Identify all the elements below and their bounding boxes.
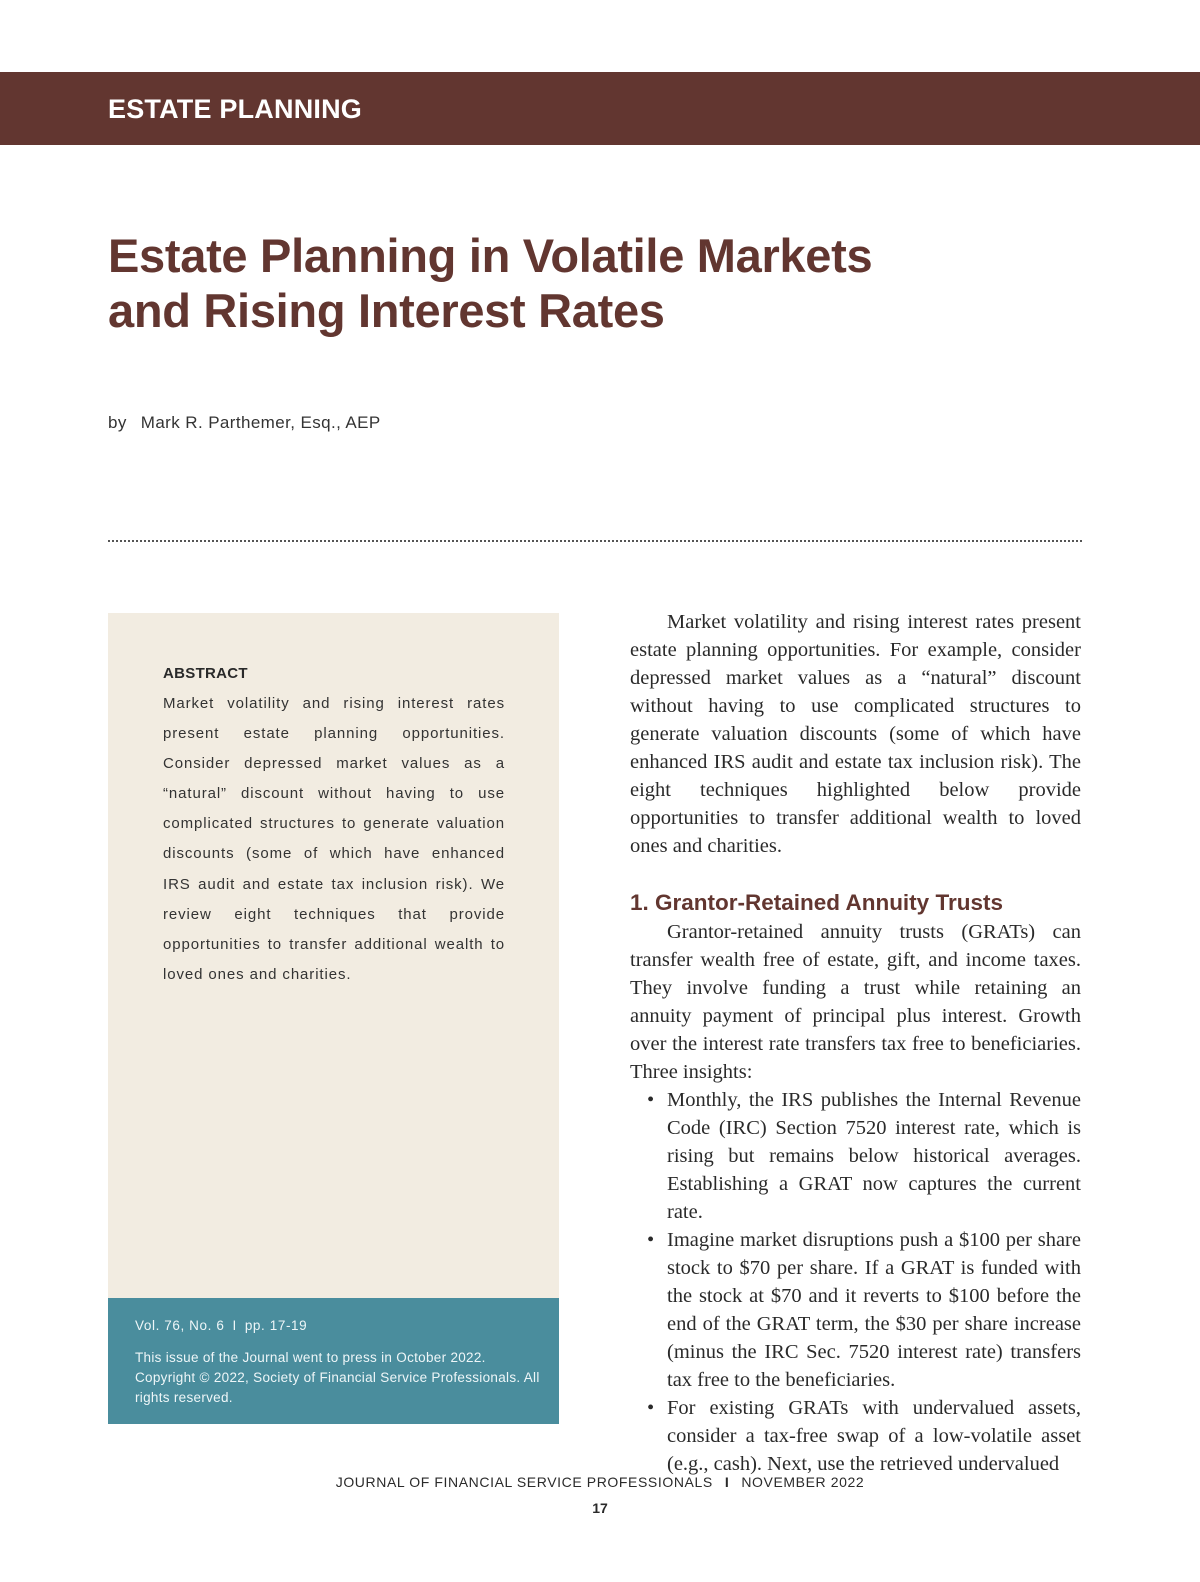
dotted-divider	[108, 540, 1082, 542]
volume-info	[135, 1318, 307, 1333]
article-body	[630, 608, 1081, 1478]
list-item-text: For existing GRATs with undervalued assets, consider a tax-free swap of a low-volatile asset (e.g., cash). Next, use the retrieved undervalued	[667, 1397, 1081, 1475]
list-item	[630, 1086, 1081, 1226]
byline-prefix: by	[108, 413, 127, 432]
page-number: 17	[592, 1500, 608, 1516]
abstract-heading: ABSTRACT	[163, 665, 248, 682]
article-title-line-1: Estate Planning in Volatile Markets	[108, 229, 873, 282]
list-item-text: Imagine market disruptions push a $100 per share stock to $70 per share. If a GRAT is funded with the stock at $70 and it reverts to $100 before the end of the GRAT term, the $30 per share increase (minus the IRC Sec. 7520 interest rate) transfers tax free to the beneficiaries.	[667, 1229, 1081, 1391]
journal-name: JOURNAL OF FINANCIAL SERVICE PROFESSIONALS	[335, 1474, 713, 1490]
volume-number: Vol. 76, No. 6	[135, 1318, 225, 1333]
volume-separator: I	[232, 1318, 237, 1333]
insights-list	[630, 1086, 1081, 1478]
publication-info-box	[108, 1298, 559, 1424]
bullet-icon: •	[647, 1229, 655, 1251]
list-item-text: Monthly, the IRS publishes the Internal Revenue Code (IRC) Section 7520 interest rate, which is rising but remains below historical averages. Establishing a GRAT now captures the current rate.	[667, 1089, 1081, 1223]
abstract-body: Market volatility and rising interest rates present estate planning opportunities. Consider depressed market values as a “natural” discount without having to use complicated structures to generate valuation discounts (some of which have enhanced IRS audit and estate tax inclusion risk). We review eight techniques that provide opportunities to transfer additional wealth to loved ones and charities.	[163, 695, 505, 983]
intro-paragraph: Market volatility and rising interest rates present estate planning opportunities. For example, consider depressed market values as a “natural” discount without having to use complicated structures to generate valuation discounts (some of which have enhanced IRS audit and estate tax inclusion risk). The eight techniques highlighted below provide opportunities to transfer additional wealth to loved ones and charities.	[630, 611, 1081, 857]
author-name: Mark R. Parthemer, Esq., AEP	[140, 413, 381, 432]
page-footer	[0, 1474, 1200, 1490]
section-banner	[0, 72, 1200, 145]
section-label: ESTATE PLANNING	[108, 94, 363, 124]
bullet-icon: •	[647, 1089, 655, 1111]
byline	[108, 412, 381, 434]
article-title-line-2: and Rising Interest Rates	[108, 284, 665, 337]
article-title	[108, 228, 1008, 338]
issue-date: NOVEMBER 2022	[741, 1474, 865, 1490]
copyright-note: This issue of the Journal went to press in October 2022. Copyright © 2022, Society of Financial Service Professionals. All rights reserved.	[135, 1350, 540, 1405]
list-item	[630, 1226, 1081, 1394]
section-heading-grats: 1. Grantor-Retained Annuity Trusts	[630, 890, 1003, 915]
grats-paragraph: Grantor-retained annuity trusts (GRATs) can transfer wealth free of estate, gift, and income taxes. They involve funding a trust while retaining an annuity payment of principal plus interest. Growth over the interest rate transfers tax free to beneficiaries. Three insights:	[630, 921, 1081, 1083]
footer-separator: I	[724, 1474, 730, 1490]
abstract-box	[108, 613, 559, 1298]
list-item	[630, 1394, 1081, 1478]
page-range: pp. 17-19	[244, 1318, 308, 1333]
bullet-icon: •	[647, 1397, 655, 1419]
